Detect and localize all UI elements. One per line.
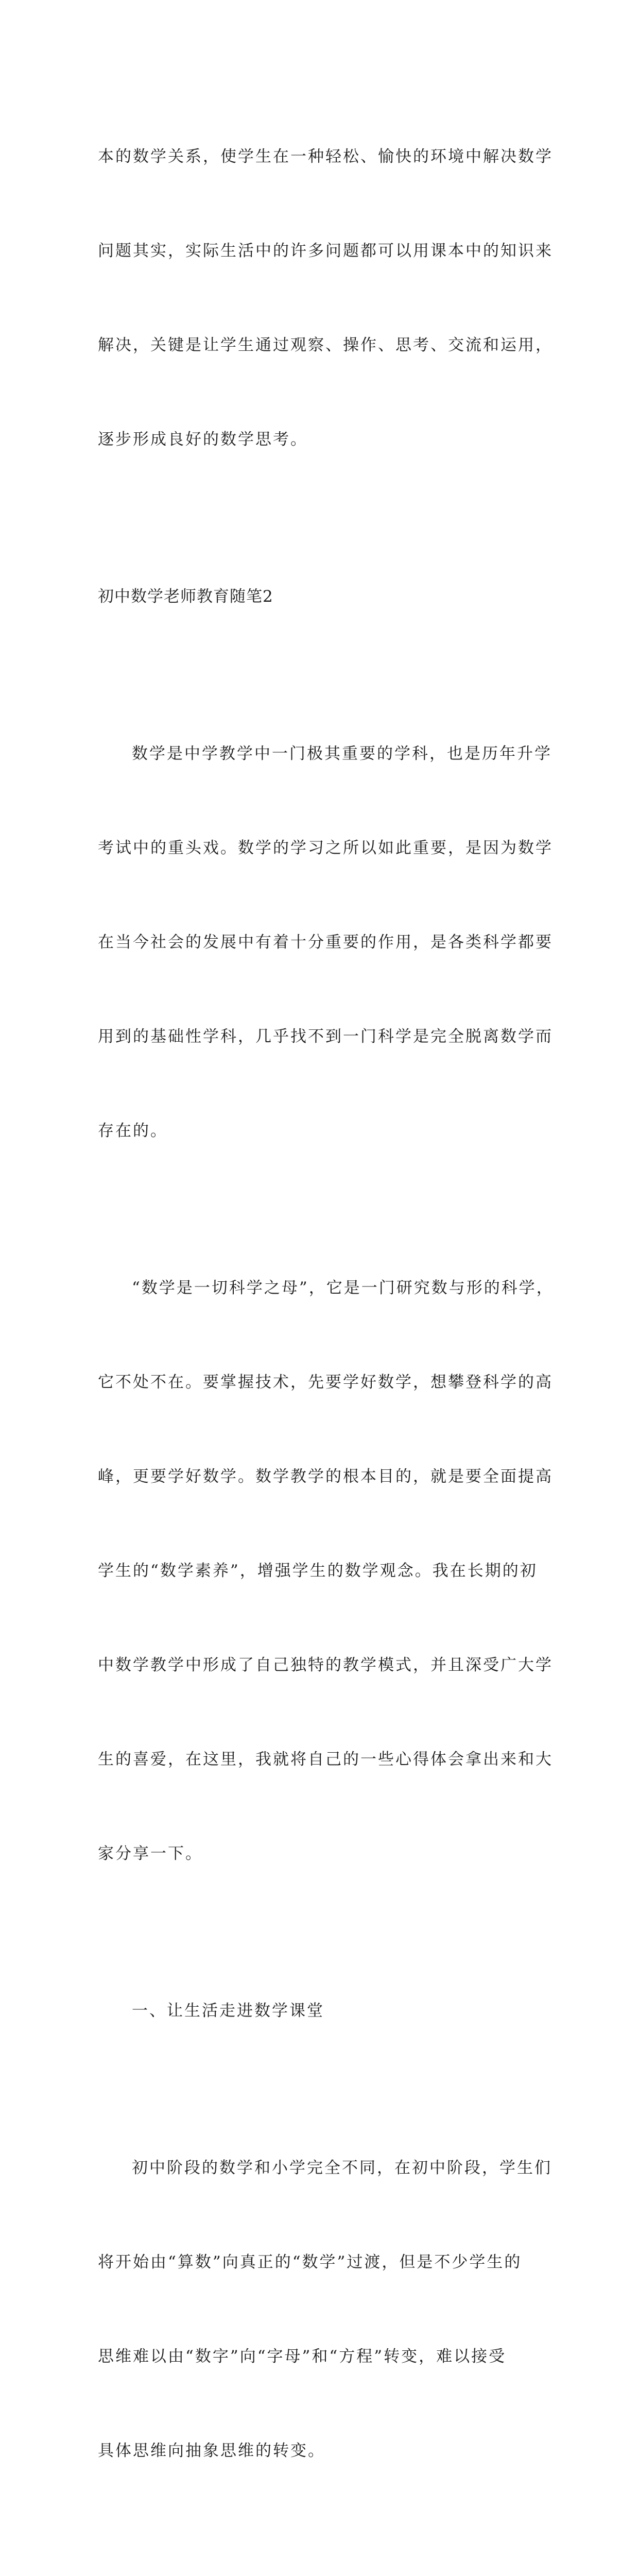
paragraph-stage [98,2090,552,2530]
text-line: 问题其实，实际生活中的许多问题都可以用课本中的知识来 [98,242,553,260]
text-line: 本的数学关系，使学生在一种轻松、愉快的环境中解决数学 [98,147,553,166]
text-line: 思维难以由“数字”向“字母”和“方程”转变，难以接受 [98,2347,507,2366]
text-line: 将开始由“算数”向真正的“数学”过渡，但是不少学生的 [98,2253,522,2272]
paragraph-intro [98,675,553,1210]
text-line: 学生的“数学素养”，增强学生的数学观念。我在长期的初 [98,1562,538,1580]
text-line: 初中阶段的数学和小学完全不同，在初中阶段，学生们 [132,2159,552,2177]
text-line: 用到的基础性学科，几乎找不到一门科学是完全脱离数学而 [98,1027,553,1046]
section-title-text: 初中数学老师教育随笔2 [98,587,273,606]
section-title [98,518,547,675]
text-line: 解决，关键是让学生通过观察、操作、思考、交流和运用， [98,336,553,354]
paragraph-continuation [98,78,553,518]
paragraph-quote [98,1210,554,1933]
text-line: 中数学教学中形成了自己独特的教学模式，并且深受广大学 [98,1656,553,1674]
subsection-heading-text: 一、让生活走进数学课堂 [132,2002,324,2020]
text-line: 存在的。 [98,1122,168,1140]
paragraph-consequence [98,2530,547,2576]
text-line: 它不处不在。要掌握技术，先要学好数学，想攀登科学的高 [98,1373,553,1392]
document-body [98,78,554,2576]
text-line: 在当今社会的发展中有着十分重要的作用，是各类科学都要 [98,933,553,952]
subsection-heading [98,1933,547,2090]
text-line: 生的喜爱，在这里，我就将自己的一些心得体会拿出来和大 [98,1750,553,1769]
text-line: 逐步形成良好的数学思考。 [98,430,308,449]
text-line: 具体思维向抽象思维的转变。 [98,2442,325,2460]
text-line: “数学是一切科学之母”，它是一门研究数与形的科学， [132,1279,554,1297]
text-line: 考试中的重头戏。数学的学习之所以如此重要，是因为数学 [98,839,553,857]
text-line: 峰，更要学好数学。数学教学的根本目的，就是要全面提高 [98,1467,553,1486]
text-line: 数学是中学教学中一门极其重要的学科，也是历年升学 [132,744,552,763]
text-line: 家分享一下。 [98,1844,203,1863]
